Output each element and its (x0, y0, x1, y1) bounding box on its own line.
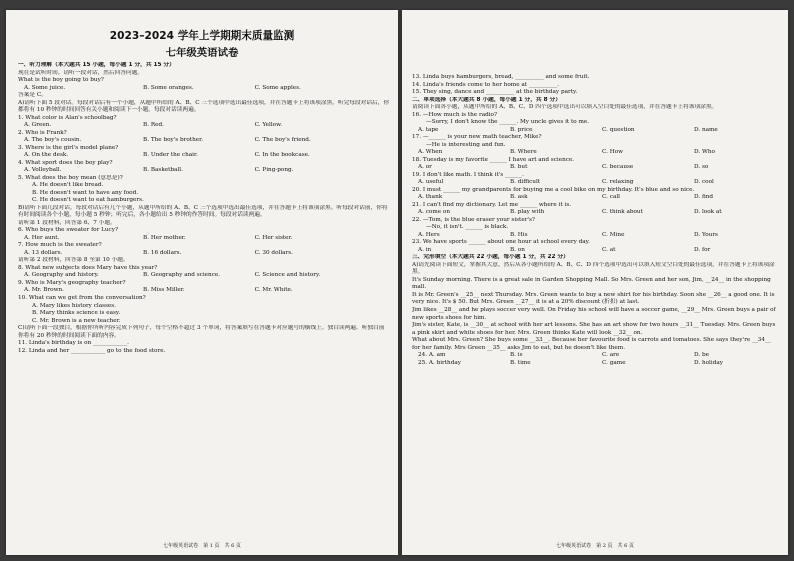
question-line: 19. I don't like math. I think it's ______. (412, 171, 524, 178)
instruction-paragraph: Jim likes __28__ and he plays soccer very well. On Friday his school will have a soccer game, __29__ Mrs. Green buys a pair of new sports shoes for him. (412, 306, 776, 321)
option-b: B. price (510, 126, 533, 133)
option-c: C. call (602, 194, 620, 201)
option-a: A. come on (418, 209, 450, 216)
question-line: A. He doesn't like bread. (32, 182, 104, 189)
option-b: B. The boy's brother. (143, 137, 204, 144)
option-d: D. find (694, 194, 714, 201)
question-line: 现在是试听时间。请听一段对话，然后回答问题。 (18, 69, 144, 76)
question-line: 14. Linda's friends come to her home at __________. (412, 81, 560, 88)
option-c: C. 30 dollars. (254, 249, 293, 256)
left-page-content (6, 62, 398, 355)
question-line: 12. Linda and her ____________ go to the food store. (18, 347, 166, 354)
option-b: B. time (510, 359, 531, 366)
question-line: 18. Tuesday is my favorite ______ I have art and science. (412, 156, 575, 163)
option-c: C. think about (602, 209, 643, 216)
option-b: B. Basketball. (143, 167, 183, 174)
question-line: What is the boy going to buy? (18, 77, 104, 84)
option-a: A. Mr. Brown. (24, 287, 64, 294)
question-line: B. He doesn't want to have any food. (32, 189, 139, 196)
option-a: A. Some juice. (24, 84, 66, 91)
option-c: C. The boy's friend. (254, 137, 311, 144)
option-b: B. Some oranges. (143, 84, 194, 91)
option-c: C. game (602, 359, 626, 366)
option-c: C. Mr. White. (254, 287, 293, 294)
option-b: B. Where (510, 149, 537, 156)
answer-options (18, 287, 390, 295)
answer-options (412, 194, 780, 202)
answer-options (412, 164, 780, 172)
option-a: A. On the desk. (24, 152, 69, 159)
answer-options (412, 232, 780, 240)
answer-options (18, 85, 390, 93)
option-a: A. 13 dollars. (24, 249, 63, 256)
question-line: 4. What sport does the boy play? (18, 159, 113, 166)
answer-options (18, 272, 390, 280)
question-line: 10. What can we get from the conversation? (18, 294, 146, 301)
option-b: B. Her mother. (143, 234, 186, 241)
option-b: B. difficult (510, 179, 541, 186)
question-line: 请听第 1 段材料，回答第 6、7 小题。 (18, 219, 116, 226)
option-d: D. Who (694, 149, 715, 156)
option-a: A. thank (418, 194, 443, 201)
section-heading: 二、单项选择（本大题共 8 小题，每小题 1 分，共 8 分） (412, 96, 561, 103)
option-a: 25. A. birthday (418, 359, 461, 366)
page-footer-left: 七年级英语试卷 第 1 页 共 6 页 (163, 543, 241, 549)
question-line: —Sorry, I don't know the ______. My uncle gives it to me. (426, 119, 590, 126)
option-c: C. at (602, 246, 616, 253)
option-c: C. question (602, 126, 635, 133)
option-d: D. Yours (694, 231, 718, 238)
question-line: 3. Where is the girl's model plane? (18, 144, 119, 151)
option-b: B. His (510, 231, 528, 238)
option-a: A. tape (418, 126, 439, 133)
instruction-paragraph: B)请听下面几段对话。每段对话后有几个小题，从题中所给的 A、B、C 三个选项中选出最佳选项，并在答题卡上将该项涂黑。听每段对话前，你将有时间阅读各个小题，每小题 5 秒钟；听完后，各小题给出 5 秒钟的作答时间。每段对话读两遍。 (18, 204, 388, 219)
option-a: A. Geography and history. (24, 272, 99, 279)
question-line: C. He doesn't want to eat hamburgers. (32, 197, 144, 204)
question-line: 2. Who is Frank? (18, 129, 67, 136)
question-line: 5. What does the boy mean (意思是)? (18, 174, 123, 181)
option-c: C. Her sister. (254, 234, 293, 241)
exam-page-right (402, 10, 788, 555)
instruction-paragraph: Jim's sister, Kate, is __30__ at school with her art lessons. She has an art show for two hours __31__ Tuesday. Mrs. Green buys a pink skirt and white shoes for her. Mrs. Green thinks Kate will look __32__ on. (412, 322, 776, 336)
option-c: C. relaxing (602, 179, 634, 186)
option-a: A. When (418, 149, 443, 156)
instruction-paragraph: 请阅读下面各小题，从题中所给的 A、B、C、D 四个选项中选出可以填入空白处的最佳选项，并在答题卡上将该项涂黑。 (412, 104, 718, 111)
option-c: C. Ping-pong. (254, 167, 294, 174)
option-a: A. Green. (24, 122, 52, 129)
answer-options (18, 137, 390, 145)
question-line: 9. Who is Mary's geography teacher? (18, 279, 126, 286)
instruction-paragraph: It's Sunday morning. There is a great sale in Garden Shopping Mall. So Mrs. Green and her son, Jim, __24__ in the shopping mall. (412, 276, 771, 291)
question-line: 15. They sing, dance and __________ at the birthday party. (412, 89, 578, 96)
question-line: B. Mary thinks science is easy. (32, 310, 121, 317)
option-d: D. be (694, 352, 709, 359)
answer-options (412, 360, 780, 368)
section-heading: 一、听力理解（本大题共 15 小题，每小题 1 分，共 15 分） (18, 62, 175, 68)
section-heading: 三、完形填空（本大题共 22 小题，每小题 1 分，共 22 分） (412, 254, 569, 261)
option-a: A. Volleyball. (24, 167, 62, 174)
question-line: 请听第 2 段材料，回答第 8 至第 10 小题。 (18, 257, 129, 264)
option-c: C. Yellow. (254, 122, 283, 129)
question-line: 11. Linda's birthday is on ____________. (18, 340, 129, 347)
option-a: A. Her aunt. (24, 234, 60, 241)
option-c: C. Science and history. (254, 272, 321, 279)
question-line: C. Mr. Brown is a new teacher. (32, 317, 121, 324)
answer-options (18, 250, 390, 258)
option-b: B. play with (510, 209, 545, 216)
question-line: 22. —Tom, is the blue eraser your sister's? (412, 216, 535, 223)
option-b: B. ask (510, 194, 528, 201)
answer-options (18, 122, 390, 130)
option-d: D. so (694, 164, 709, 171)
option-b: B. Red. (143, 122, 164, 129)
option-d: D. name (694, 126, 718, 133)
option-b: B. Miss Miller. (143, 287, 185, 294)
option-b: B. is (510, 352, 523, 359)
answer-options (18, 235, 390, 243)
answer-options (412, 149, 780, 157)
question-line: 20. I must ______ my grandparents for buying me a cool bike on my birthday. It's blue and so nice. (412, 186, 695, 193)
option-c: C. In the bookcase. (254, 152, 310, 159)
question-line: 8. What new subjects does Mary have this year? (18, 264, 158, 271)
option-c: C. are (602, 352, 620, 359)
answer-options (412, 127, 780, 135)
question-line: —He is interesting and fun. (426, 141, 506, 148)
instruction-paragraph: What about Mrs. Green? She buys some __33__. Because her favourite food is carrots and tomatoes. She says they're __34__ for her family. Mrs Green __35__ asks Jim to eat, but he doesn't like them. (412, 337, 771, 351)
option-d: D. look at (694, 209, 722, 216)
option-b: B. but (510, 164, 528, 171)
exam-title: 2023–2024 学年上学期期末质量监测 (109, 30, 295, 42)
option-b: B. Under the chair. (143, 152, 198, 159)
answer-options (18, 167, 390, 175)
option-a: A. useful (418, 179, 444, 186)
instruction-paragraph: A)请先阅读下面短文，掌握其大意，然后从各小题所给的 A、B、C、D 四个选项中选出可以填入短文空白处的最佳选项，并在答题卡上将该项涂黑。 (412, 261, 775, 276)
option-c: C. Some apples. (254, 84, 301, 91)
question-line: A. Mary likes history classes. (32, 302, 117, 309)
question-line: 答案是 C。 (18, 92, 47, 99)
answer-options (412, 247, 780, 255)
instruction-paragraph: It is Mr. Green's __25__ next Thursday. Mrs. Green wants to buy a new shirt for his birthday. Soon she __26__ a good one. It is very nice. It's $ 50. But Mrs. Green __27__ it is at a 20% discount (折扣) at last. (412, 291, 775, 306)
option-c: C. because (602, 164, 634, 171)
option-d: D. for (694, 246, 711, 253)
answer-options (412, 179, 780, 187)
option-c: C. Mine (602, 231, 625, 238)
instruction-paragraph: A)请听下面 5 段对话。每段对话后有一个小题，从题中所给的 A、B、C 三个选项中选出最佳选项，并在答题卡上将该项涂黑。听完每段对话后，你都将有 10 秒钟的时间回答有关小题和阅读下一小题。每段对话读两遍。 (18, 99, 390, 114)
option-a: A. Hers (418, 231, 440, 238)
option-b: B. 16 dollars. (143, 249, 182, 256)
answer-options (412, 352, 780, 360)
question-line: 6. Who buys the sweater for Lucy? (18, 227, 119, 234)
question-line: 21. I can't find my dictionary. Let me ______ where it is. (412, 201, 572, 208)
answer-options (412, 209, 780, 217)
question-line: —No, it isn't. ______ is black. (426, 224, 509, 231)
question-line: 13. Linda buys hamburgers, bread, __________ and some fruit. (412, 74, 590, 80)
option-b: B. Geography and science. (143, 272, 221, 279)
page-footer-right: 七年级英语试卷 第 2 页 共 6 页 (556, 543, 634, 549)
option-a: A. in (418, 246, 432, 253)
option-a: 24. A. am (418, 352, 446, 359)
question-line: 23. We have sports ______ about one hour at school every day. (412, 239, 590, 246)
right-page-content (402, 74, 788, 367)
option-b: B. on (510, 246, 525, 253)
question-line: 1. What color is Alan's schoolbag? (18, 114, 117, 121)
exam-subtitle: 七年级英语试卷 (165, 47, 239, 59)
question-line: 7. How much is the sweater? (18, 242, 102, 249)
option-a: A. or (418, 164, 432, 171)
question-line: 16. —How much is the radio? (412, 111, 498, 118)
option-c: C. How (602, 149, 624, 156)
answer-options (18, 152, 390, 160)
question-line: 17. —______ is your new math teacher, Mike? (412, 134, 542, 141)
option-d: D. holiday (694, 359, 723, 366)
exam-page-left (6, 10, 398, 555)
instruction-paragraph: C)请听下面一段独白，根据你所听内容完成下列句子，每个空格不超过 3 个单词，将答案填写在答题卡对应题号的横线上。独白读两遍。听独白前你将有 20 秒钟的时间阅读下面的内容。 (18, 325, 385, 339)
option-d: D. cool (694, 179, 714, 186)
option-a: A. The boy's cousin. (24, 137, 82, 144)
